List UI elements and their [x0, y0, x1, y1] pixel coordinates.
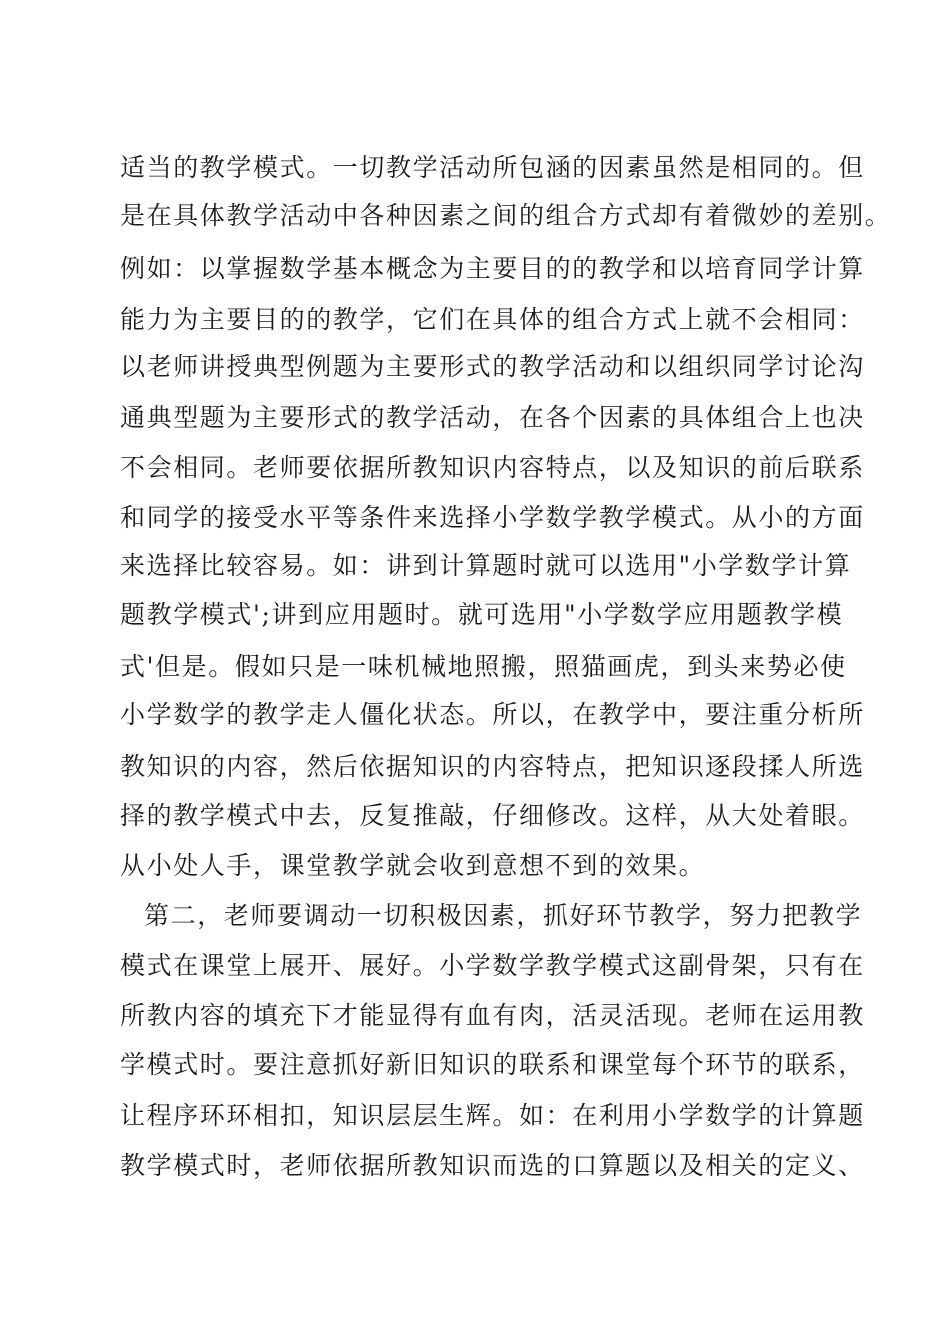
body-text-line: 来选择比较容易。如：讲到计算题时就可以选用"小学数学计算 — [120, 551, 852, 580]
body-text-line: 模式在课堂上展开、展好。小学数学教学模式这副骨架，只有在 — [120, 951, 865, 980]
body-text-line: 不会相同。老师要依据所教知识内容特点，以及知识的前后联系 — [120, 453, 865, 482]
body-text-line: 适当的教学模式。一切教学活动所包涵的因素虽然是相同的。但 — [120, 153, 865, 182]
body-text-line: 通典型题为主要形式的教学活动，在各个因素的具体组合上也决 — [120, 403, 865, 432]
body-text-line: 和同学的接受水平等条件来选择小学数学教学模式。从小的方面 — [120, 503, 865, 532]
body-text-line: 教学模式时，老师依据所教知识而选的口算题以及相关的定义、 — [120, 1151, 865, 1180]
body-text-line: 小学数学的教学走人僵化状态。所以，在教学中，要注重分析所 — [120, 700, 865, 729]
body-text-line: 例如：以掌握数学基本概念为主要目的的教学和以培育同学计算 — [120, 254, 865, 283]
body-text-line: 让程序环环相扣，知识层层生辉。如：在利用小学数学的计算题 — [120, 1101, 865, 1130]
body-text-line: 以老师讲授典型例题为主要形式的教学活动和以组织同学讨论沟 — [120, 352, 865, 381]
body-text-line: 是在具体教学活动中各种因素之间的组合方式却有着微妙的差别。 — [120, 201, 892, 230]
body-text-line: 所教内容的填充下才能显得有血有肉，活灵活现。老师在运用教 — [120, 1001, 865, 1030]
body-text-line: 式'但是。假如只是一味机械地照搬，照猫画虎，到头来势必使 — [120, 652, 847, 681]
body-text-line: 从小处人手，课堂教学就会收到意想不到的效果。 — [120, 851, 706, 880]
body-text-line: 择的教学模式中去，反复推敲，仔细修改。这样，从大处着眼。 — [120, 801, 865, 830]
paragraph-start-line: 第二，老师要调动一切积极因素，抓好环节教学，努力把教学 — [144, 901, 863, 930]
body-text-line: 学模式时。要注意抓好新旧知识的联系和课堂每个环节的联系， — [120, 1050, 865, 1079]
body-text-line: 教知识的内容，然后依据知识的内容特点，把知识逐段揉人所选 — [120, 752, 865, 781]
body-text-line: 能力为主要目的的教学，它们在具体的组合方式上就不会相同： — [120, 305, 865, 334]
body-text-line: 题教学模式';讲到应用题时。就可选用"小学数学应用题教学模 — [120, 600, 844, 629]
